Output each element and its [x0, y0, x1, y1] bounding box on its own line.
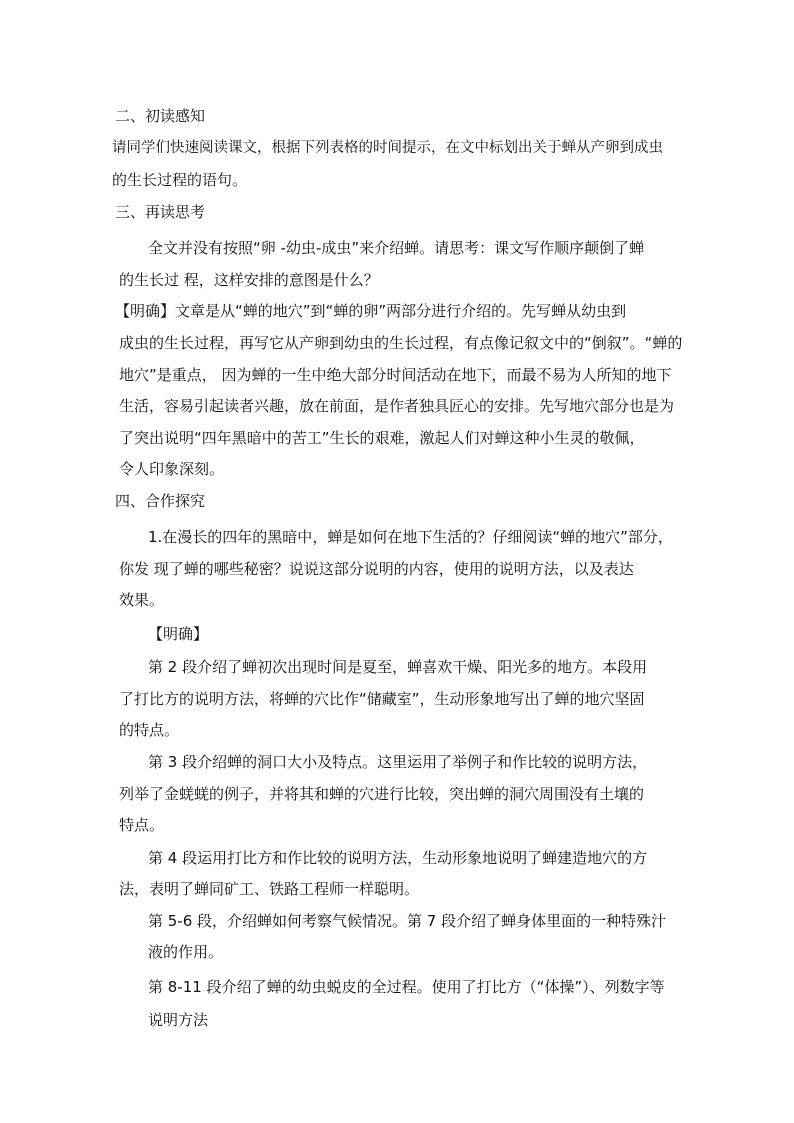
text-line: 特点。	[119, 816, 165, 834]
text-line: 第 3 段介绍蝉的洞口大小及特点。这里运用了举例子和作比较的说明方法，	[148, 753, 648, 771]
text-line: 说明方法	[148, 1011, 209, 1029]
text-line: 第 5-6 段，介绍蝉如何考察气候情况。第 7 段介绍了蝉身体里面的一种特殊汁	[148, 912, 667, 930]
text-line: 法，表明了蝉同矿工、铁路工程师一样聪明。	[119, 880, 420, 898]
text-line: 请同学们快速阅读课文，根据下列表格的时间提示，在文中标划出关于蝉从产卵到成虫	[112, 140, 663, 156]
text-line: 第 8-11 段介绍了蝉的幼虫蜕皮的全过程。使用了打比方（“体操”）、列数字等	[148, 978, 665, 996]
text-line: 生活，容易引起读者兴趣，放在前面，是作者独具匠心的安排。先写地穴部分也是为	[119, 397, 675, 415]
text-line: 的特点。	[119, 721, 180, 739]
section-heading: 三、再读思考	[115, 203, 206, 221]
text-line: 【明确】文章是从“蝉的地穴”到“蝉的卵”两部分进行介绍的。先写蝉从幼虫到	[115, 302, 627, 320]
text-line: 你发 现了蝉的哪些秘密？说说这部分说明的内容，使用的说明方法，以及表达	[119, 560, 634, 578]
text-line: 第 4 段运用打比方和作比较的说明方法，生动形象地说明了蝉建造地穴的方	[148, 849, 648, 867]
text-line: 的生长过程的语句。	[112, 171, 248, 189]
section-heading: 二、初读感知	[115, 107, 206, 125]
text-line: 【明确】	[148, 625, 209, 643]
text-line: 全文并没有按照“卵 -幼虫-成虫”来介绍蝉。请思考：课文写作顺序颠倒了蝉	[148, 239, 645, 257]
text-line: 令人印象深刻。	[119, 460, 225, 478]
text-line: 的生长过 程，这样安排的意图是什么？	[119, 271, 379, 289]
text-line: 第 2 段介绍了蝉初次出现时间是夏至，蝉喜欢干燥、阳光多的地方。本段用	[148, 658, 648, 676]
text-line: 了打比方的说明方法，将蝉的穴比作“储藏室”，生动形象地写出了蝉的地穴坚固	[119, 690, 645, 708]
text-line: 地穴”是重点， 因为蝉的一生中绝大部分时间活动在地下，而最不易为人所知的地下	[119, 366, 672, 384]
text-line: 液的作用。	[148, 943, 224, 961]
section-heading: 四、合作探究	[115, 492, 206, 510]
text-line: 1.在漫长的四年的黑暗中，蝉是如何在地下生活的？仔细阅读“蝉的地穴”部分，	[148, 528, 673, 546]
text-line: 列举了金蜣蜣的例子，并将其和蝉的穴进行比较，突出蝉的洞穴周围没有土壤的	[119, 785, 645, 803]
text-line: 了突出说明“四年黑暗中的苦工”生长的艰难，激起人们对蝉这种小生灵的敬佩，	[119, 429, 645, 447]
text-line: 成虫的生长过程，再写它从产卵到幼虫的生长过程，有点像记叙文中的“倒叙”。“蝉的	[119, 334, 683, 352]
text-line: 效果。	[119, 591, 165, 609]
